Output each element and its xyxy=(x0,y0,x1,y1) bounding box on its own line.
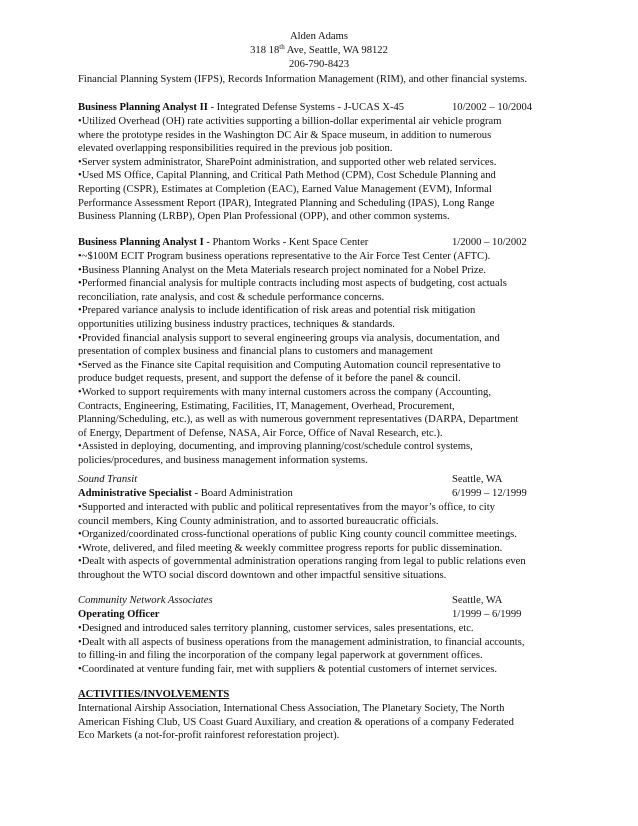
activities-heading: ACTIVITIES/INVOLVEMENTS xyxy=(78,689,230,700)
job4-location: Seattle, WA xyxy=(452,595,503,606)
carryover-text: Financial Planning System (IFPS), Records Information Management (RIM), and other financial systems. xyxy=(78,74,527,85)
job3-line: •Dealt with aspects of governmental administration operations ranging from legal to public relations even xyxy=(78,556,526,568)
job3-line: •Wrote, delivered, and filed meeting & weekly committee progress reports for public dissemination. xyxy=(78,542,503,554)
job4-company: Community Network Associates xyxy=(78,595,213,606)
candidate-name: Alden Adams xyxy=(290,31,348,42)
job1-line: •Utilized Overhead (OH) rate activities supporting a billion-dollar experimental air vehicle program xyxy=(78,116,502,127)
activities-line: Eco Markets (a not-for-profit rainforest reforestation project). xyxy=(78,730,340,742)
job2-line: •Prepared variance analysis to include identification of risk areas and potential risk mitigation xyxy=(78,305,476,317)
job1-line: where the prototype resides in the Washington DC Air & Space museum, in addition to numerous xyxy=(78,129,492,141)
candidate-phone: 206-790-8423 xyxy=(288,59,350,70)
job2-line: reconciliation, rate analysis, and cost & schedule performance concerns. xyxy=(78,291,385,303)
activities-line: American Fishing Club, US Coast Guard Auxiliary, and creation & operations of a company Federated xyxy=(78,716,514,728)
job2-line: •Worked to support requirements with many internal customers across the company (Accounting, xyxy=(78,386,491,398)
job2-line: •Provided financial analysis support to several engineering groups via analysis, documentation, and xyxy=(78,332,500,344)
address-rest: Ave, Seattle, WA 98122 xyxy=(284,45,388,56)
job4-line: to filling-in and filing the incorporation of the company legal paperwork at government offices. xyxy=(78,650,483,662)
job1-line: •Used MS Office, Capital Planning, and Critical Path Method (CPM), Cost Schedule Planning and xyxy=(78,170,496,182)
job4-dates: 1/1999 – 6/1999 xyxy=(452,609,522,620)
job3-line: throughout the WTO social discord downtown and other impactful sensitive situations. xyxy=(78,569,447,581)
job2-line: presentation of complex business and financial plans to customers and management xyxy=(78,346,433,358)
job1-bullets xyxy=(78,115,558,224)
job3-title: Administrative Specialist - xyxy=(78,488,199,499)
job4-line: •Designed and introduced sales territory planning, customer services, sales presentations, etc. xyxy=(78,623,474,634)
job1-line: Business Planning (LRBP), Open Plan Professional (OPP), and other common systems. xyxy=(78,211,450,223)
activities-line: International Airship Association, International Chess Association, The Planetary Society, The North xyxy=(78,703,505,714)
job3-line: •Supported and interacted with public and political representatives from the mayor’s office, to city xyxy=(78,502,495,513)
job2-line: Contracts, Engineering, Estimating, Facilities, IT, Management, Overhead, Procurement, xyxy=(78,400,455,412)
job1-line: elevated overlapping responsibilities required in the previous job position. xyxy=(78,143,393,155)
job1-line: Performance Assessment Report (IPAR), Integrated Planning and Scheduling (IPAS), Long Range xyxy=(78,197,495,209)
address-suffix: th xyxy=(279,43,285,51)
job2-org: - Phantom Works - Kent Space Center xyxy=(203,237,369,248)
job2-line: •Assisted in deploying, documenting, and improving planning/cost/schedule control systems, xyxy=(78,441,473,453)
job2-line: policies/procedures, and business management information systems. xyxy=(78,454,368,466)
job1-line: Reporting (CSPR), Estimates at Completion (EAC), Earned Value Management (EVM), Informal xyxy=(78,183,492,195)
job2-dates: 1/2000 – 10/2002 xyxy=(452,237,527,248)
job4-title: Operating Officer xyxy=(78,609,160,620)
job4-bullets xyxy=(78,622,558,676)
job1-org: - Integrated Defense Systems - J-UCAS X-45 xyxy=(207,102,405,113)
job4-line: •Dealt with all aspects of business operations from the management administration, to financial accounts, xyxy=(78,636,525,648)
address-number: 318 18 xyxy=(250,45,280,56)
job1-title: Business Planning Analyst II xyxy=(78,102,208,113)
job3-line: •Organized/coordinated cross-functional operations of public King county council committee meetings. xyxy=(78,529,517,541)
job2-line: of Energy, Department of Defense, NASA, Air Force, Office of Naval Research, etc.). xyxy=(78,427,443,439)
job3-dept: Board Administration xyxy=(198,488,293,499)
job4-line: •Coordinated at venture funding fair, met with suppliers & potential customers of internet services. xyxy=(78,663,497,675)
job3-company: Sound Transit xyxy=(78,474,138,485)
job2-line: •Served as the Finance site Capital requisition and Computing Automation council representative to xyxy=(78,359,501,371)
job3-location: Seattle, WA xyxy=(452,474,503,485)
job2-line: produce budget requests, present, and support the defense of it before the panel & council. xyxy=(78,373,461,385)
job2-line: opportunities utilizing business industry practices, techniques & standards. xyxy=(78,318,395,330)
activities-list xyxy=(78,702,558,743)
job2-line: Planning/Scheduling, etc.), as well as with numerous government representatives (DARPA, Department xyxy=(78,414,519,426)
job2-line: •Business Planning Analyst on the Meta Materials research project nominated for a Nobel Prize. xyxy=(78,264,486,276)
job3-line: council members, King County administration, and to assorted bureaucratic officials. xyxy=(78,515,439,527)
job2-bullets xyxy=(78,250,558,468)
job3-dates: 6/1999 – 12/1999 xyxy=(452,488,527,499)
job2-title: Business Planning Analyst I xyxy=(78,237,204,248)
job2-line: •~$100M ECIT Program business operations representative to the Air Force Test Center (AFTC). xyxy=(78,251,491,262)
candidate-address xyxy=(0,44,638,58)
job2-line: •Performed financial analysis for multiple contracts including most aspects of budgeting, cost actuals xyxy=(78,278,507,290)
job1-line: •Server system administrator, SharePoint administration, and supported other web related services. xyxy=(78,156,497,168)
job1-dates: 10/2002 – 10/2004 xyxy=(452,102,533,113)
job3-bullets xyxy=(78,501,558,583)
